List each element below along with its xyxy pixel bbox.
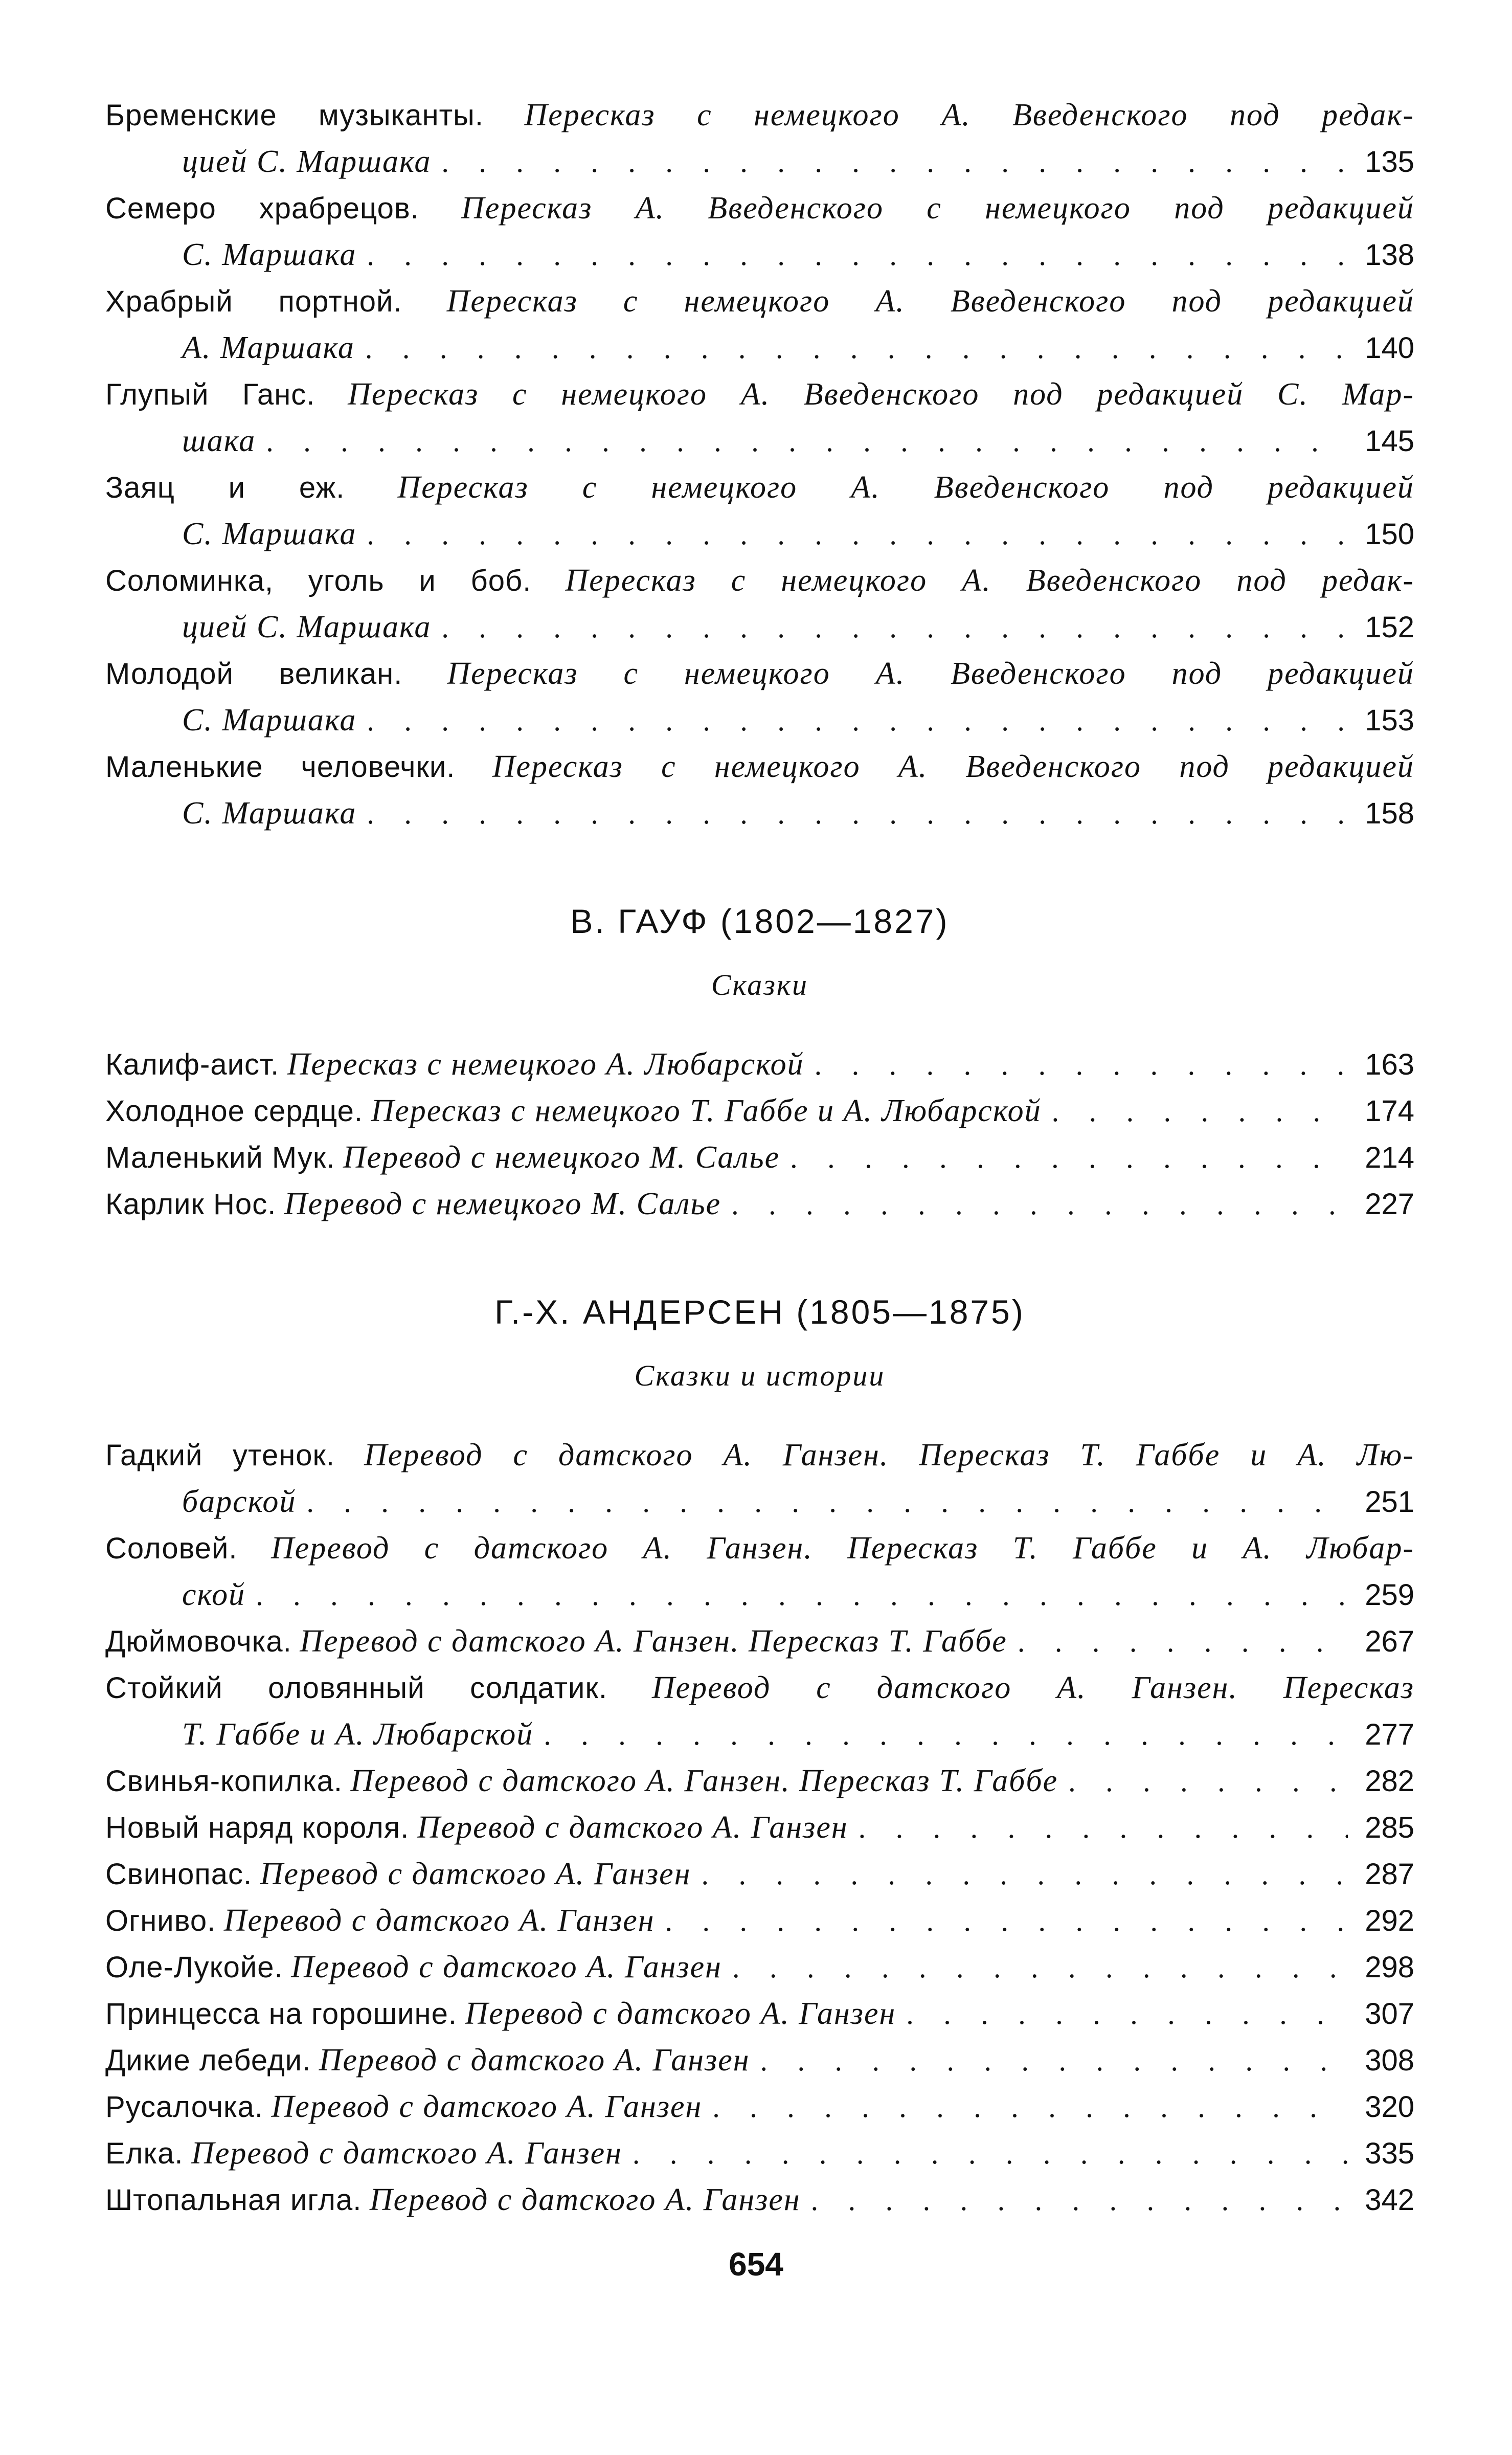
page-number: 282 <box>1365 1765 1414 1798</box>
entry-title: Соломинка, уголь и боб. <box>105 564 532 597</box>
toc-entry <box>105 464 1414 557</box>
entry-note: Перевод с датского А. Ганзен <box>223 1903 655 1938</box>
toc-entry <box>105 1758 1414 1804</box>
entry-title: Елка. <box>105 2137 184 2170</box>
entry-note-cont: С. Маршака <box>182 517 357 551</box>
entry-title: Маленькие человечки. <box>105 750 456 784</box>
andersen-list <box>105 1432 1414 2223</box>
toc-entry <box>105 651 1414 744</box>
entry-title: Калиф-аист. <box>105 1048 280 1081</box>
entry-title: Дикие лебеди. <box>105 2044 311 2077</box>
leader-dots <box>441 139 1348 185</box>
leader-dots <box>1068 1758 1348 1804</box>
entry-title: Семеро храбрецов. <box>105 192 419 225</box>
section-subheading-hauff: Сказки <box>711 968 809 1001</box>
entry-note-cont: шака <box>182 423 256 458</box>
entry-note: Перевод с датского А. Ганзен. Пересказ Т. Габбе и А. Лю- <box>364 1438 1414 1472</box>
toc-entry <box>105 1898 1414 1944</box>
entry-note: Пересказ с немецкого А. Введенского под редакцией <box>446 284 1414 319</box>
entry-note: Пересказ с немецкого А. Введенского под редакцией С. Мар- <box>348 377 1415 412</box>
toc-entry <box>105 278 1414 371</box>
toc-entry <box>105 1525 1414 1618</box>
entry-note: Перевод с датского А. Ганзен. Пересказ Т. Габбе <box>300 1624 1007 1659</box>
leader-dots <box>441 605 1348 651</box>
entry-note-cont: Т. Габбе и А. Любарской <box>182 1717 534 1752</box>
toc-entry <box>105 2084 1414 2130</box>
entry-note-cont: цией С. Маршака <box>182 144 432 179</box>
entry-title: Свинья-копилка. <box>105 1765 343 1798</box>
leader-dots <box>712 2084 1348 2130</box>
page-number: 138 <box>1365 238 1414 272</box>
entry-note-cont: ской <box>182 1577 246 1612</box>
entry-title: Оле-Лукойе. <box>105 1951 283 1984</box>
page-number: 153 <box>1365 704 1414 737</box>
grimm-list <box>105 92 1414 837</box>
entry-note: Пересказ с немецкого Т. Габбе и А. Любарской <box>371 1093 1042 1128</box>
toc-entry <box>105 1181 1414 1228</box>
leader-dots <box>732 1945 1348 1991</box>
section-heading-hauff: В. ГАУФ (1802—1827) <box>570 902 950 940</box>
entry-note: Перевод с датского А. Ганзен <box>369 2182 801 2217</box>
leader-dots <box>544 1712 1348 1758</box>
toc-entry <box>105 1665 1414 1758</box>
entry-title: Бременские музыканты. <box>105 99 484 132</box>
toc-entry <box>105 1804 1414 1851</box>
page-number: 158 <box>1365 797 1414 830</box>
toc-entry <box>105 2130 1414 2177</box>
toc-entry <box>105 1851 1414 1898</box>
entry-title: Гадкий утенок. <box>105 1439 335 1472</box>
entry-note: Перевод с датского А. Ганзен <box>271 2089 703 2124</box>
toc-page <box>105 92 1414 2223</box>
toc-entry <box>105 1991 1414 2037</box>
entry-note: Пересказ с немецкого А. Введенского под редакцией <box>397 470 1415 505</box>
leader-dots <box>256 1572 1348 1618</box>
toc-entry <box>105 92 1414 185</box>
leader-dots <box>701 1851 1348 1898</box>
toc-entry <box>105 1618 1414 1665</box>
entry-note: Перевод с немецкого М. Салье <box>343 1140 780 1175</box>
page-number: 287 <box>1365 1858 1414 1891</box>
entry-note-cont: С. Маршака <box>182 796 357 831</box>
entry-note: Пересказ с немецкого А. Введенского под редакцией <box>447 656 1415 691</box>
page-number: 277 <box>1365 1718 1414 1751</box>
entry-note: Пересказ с немецкого А. Любарской <box>287 1047 804 1082</box>
leader-dots <box>367 698 1348 744</box>
toc-entry <box>105 1134 1414 1181</box>
leader-dots <box>859 1805 1348 1851</box>
page-folio: 654 <box>729 2246 783 2283</box>
entry-title: Русалочка. <box>105 2090 264 2124</box>
hauff-list <box>105 1041 1414 1228</box>
page-number: 342 <box>1365 2183 1414 2217</box>
page-number: 140 <box>1365 331 1414 365</box>
page-number: 163 <box>1365 1048 1414 1081</box>
leader-dots <box>266 418 1348 464</box>
leader-dots <box>306 1479 1348 1525</box>
leader-dots <box>906 1991 1348 2037</box>
entry-note: Перевод с немецкого М. Салье <box>284 1187 721 1221</box>
leader-dots <box>1052 1088 1348 1134</box>
page-number: 298 <box>1365 1951 1414 1984</box>
page-number: 251 <box>1365 1485 1414 1519</box>
entry-note: Пересказ с немецкого А. Введенского под редак- <box>524 98 1415 132</box>
toc-entry <box>105 557 1414 651</box>
entry-note-cont: цией С. Маршака <box>182 610 432 644</box>
entry-title: Соловей. <box>105 1532 238 1565</box>
entry-note: Перевод с датского А. Ганзен <box>417 1810 848 1845</box>
entry-title: Карлик Нос. <box>105 1188 277 1221</box>
page-number: 320 <box>1365 2090 1414 2124</box>
entry-note: Перевод с датского А. Ганзен <box>319 2043 750 2078</box>
entry-note-cont: С. Маршака <box>182 703 357 738</box>
entry-note-cont: барской <box>182 1484 297 1519</box>
page-number: 214 <box>1365 1141 1414 1174</box>
entry-note: Перевод с датского А. Ганзен <box>191 2136 622 2171</box>
page-number: 145 <box>1365 425 1414 458</box>
leader-dots <box>811 2177 1348 2223</box>
page-number: 335 <box>1365 2137 1414 2170</box>
entry-note: Перевод с датского А. Ганзен. Пересказ <box>651 1670 1414 1705</box>
entry-title: Молодой великан. <box>105 657 403 690</box>
toc-entry <box>105 371 1414 464</box>
toc-entry <box>105 1088 1414 1134</box>
entry-note: Перевод с датского А. Ганзен <box>260 1857 691 1891</box>
entry-title: Принцесса на горошине. <box>105 1997 457 2030</box>
toc-entry <box>105 1432 1414 1525</box>
toc-entry <box>105 1041 1414 1088</box>
entry-note: Перевод с датского А. Ганзен <box>465 1996 896 2031</box>
page-number: 150 <box>1365 518 1414 551</box>
entry-title: Маленький Мук. <box>105 1141 335 1174</box>
toc-entry <box>105 2177 1414 2223</box>
page-number: 267 <box>1365 1625 1414 1658</box>
entry-note: Перевод с датского А. Ганзен. Пересказ Т. Габбе <box>350 1764 1058 1798</box>
entry-note: Пересказ с немецкого А. Введенского под редак- <box>565 563 1415 598</box>
toc-entry <box>105 744 1414 837</box>
leader-dots <box>367 511 1348 557</box>
entry-title: Глупый Ганс. <box>105 378 315 411</box>
entry-title: Дюймовочка. <box>105 1625 292 1658</box>
page-number: 227 <box>1365 1188 1414 1221</box>
leader-dots <box>365 325 1348 371</box>
entry-note: Перевод с датского А. Ганзен <box>291 1950 722 1984</box>
entry-note-cont: С. Маршака <box>182 237 357 272</box>
leader-dots <box>790 1135 1348 1181</box>
page-number: 308 <box>1365 2044 1414 2077</box>
entry-title: Свинопас. <box>105 1858 253 1891</box>
page-number: 285 <box>1365 1811 1414 1844</box>
section-heading-andersen: Г.-Х. АНДЕРСЕН (1805—1875) <box>494 1293 1025 1331</box>
leader-dots <box>731 1181 1348 1228</box>
leader-dots <box>633 2131 1348 2177</box>
page-number: 307 <box>1365 1997 1414 2030</box>
entry-note: Пересказ с немецкого А. Введенского под редакцией <box>492 749 1415 784</box>
toc-entry <box>105 185 1414 278</box>
entry-note: Перевод с датского А. Ганзен. Пересказ Т. Габбе и А. Любар- <box>270 1531 1414 1566</box>
leader-dots <box>760 2038 1348 2084</box>
toc-entry <box>105 2037 1414 2084</box>
leader-dots <box>367 791 1348 837</box>
entry-note: Пересказ А. Введенского с немецкого под редакцией <box>461 191 1414 226</box>
toc-entry <box>105 1944 1414 1991</box>
leader-dots <box>367 232 1348 278</box>
section-subheading-andersen: Сказки и истории <box>634 1359 886 1392</box>
page-number: 152 <box>1365 611 1414 644</box>
entry-title: Штопальная игла. <box>105 2183 362 2217</box>
entry-title: Холодное сердце. <box>105 1095 363 1128</box>
entry-title: Храбрый портной. <box>105 285 402 318</box>
entry-title: Новый наряд короля. <box>105 1811 410 1844</box>
entry-title: Заяц и еж. <box>105 471 345 504</box>
entry-title: Огниво. <box>105 1904 216 1937</box>
page-number: 259 <box>1365 1578 1414 1612</box>
page-number: 292 <box>1365 1904 1414 1937</box>
leader-dots <box>815 1042 1348 1088</box>
leader-dots <box>1018 1619 1348 1665</box>
page-number: 135 <box>1365 145 1414 178</box>
page-number: 174 <box>1365 1095 1414 1128</box>
leader-dots <box>665 1898 1348 1944</box>
entry-note-cont: А. Маршака <box>182 330 355 365</box>
entry-title: Стойкий оловянный солдатик. <box>105 1671 607 1705</box>
